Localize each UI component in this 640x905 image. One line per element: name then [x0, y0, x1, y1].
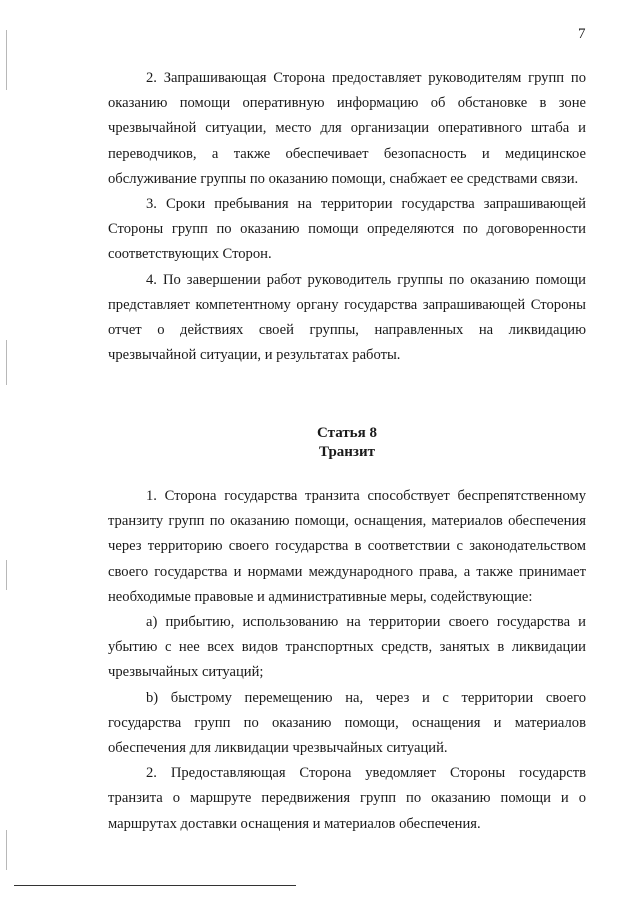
- scan-artifact: [6, 340, 7, 385]
- article-7-continuation: [108, 66, 586, 368]
- article-8-body: [108, 484, 586, 837]
- article-heading: [108, 424, 586, 462]
- paragraph: 1. Сторона государства транзита способствует беспрепятственному транзиту групп по оказанию помощи, оснащения, материалов обеспечения через территорию своего государства в соответствии с законодательством своего государства и нормами международного права, а также принимает необходимые правовые и административные меры, содействующие:: [108, 488, 586, 605]
- scan-artifact: [6, 30, 7, 90]
- paragraph: b) быстрому перемещению на, через и с территории своего государства групп по оказанию помощи, оснащения и материалов обеспечения для ликвидации чрезвычайных ситуаций.: [108, 689, 586, 757]
- article-title: Транзит: [319, 444, 375, 460]
- article-number: Статья 8: [317, 425, 377, 441]
- paragraph: 4. По завершении работ руководитель группы по оказанию помощи представляет компетентному органу государства запрашивающей Стороны отчет о действиях своей группы, направленных на ликвидацию чрезвычайной ситуации, и результатах работы.: [108, 271, 586, 364]
- scan-artifact: [6, 560, 7, 590]
- paragraph: 2. Предоставляющая Сторона уведомляет Стороны государств транзита о маршруте передвижения групп по оказанию помощи и о маршрутах доставки оснащения и материалов обеспечения.: [108, 765, 586, 832]
- paragraph: 2. Запрашивающая Сторона предоставляет руководителям групп по оказанию помощи оперативную информацию об обстановке в зоне чрезвычайной ситуации, место для организации оперативного штаба и переводчиков, а также обеспечивает безопасность и медицинское обслуживание группы по оказанию помощи, снабжает ее средствами связи.: [108, 70, 586, 187]
- paragraph: a) прибытию, использованию на территории своего государства и убытию с нее всех видов транспортных средств, занятых в ликвидации чрезвычайных ситуаций;: [108, 614, 586, 681]
- page-number: 7: [578, 26, 586, 42]
- paragraph: 3. Сроки пребывания на территории государства запрашивающей Стороны групп по оказанию помощи определяются по договоренности соответствующих Сторон.: [108, 196, 586, 263]
- footnote-separator-line: [14, 885, 296, 886]
- scan-artifact: [6, 830, 7, 870]
